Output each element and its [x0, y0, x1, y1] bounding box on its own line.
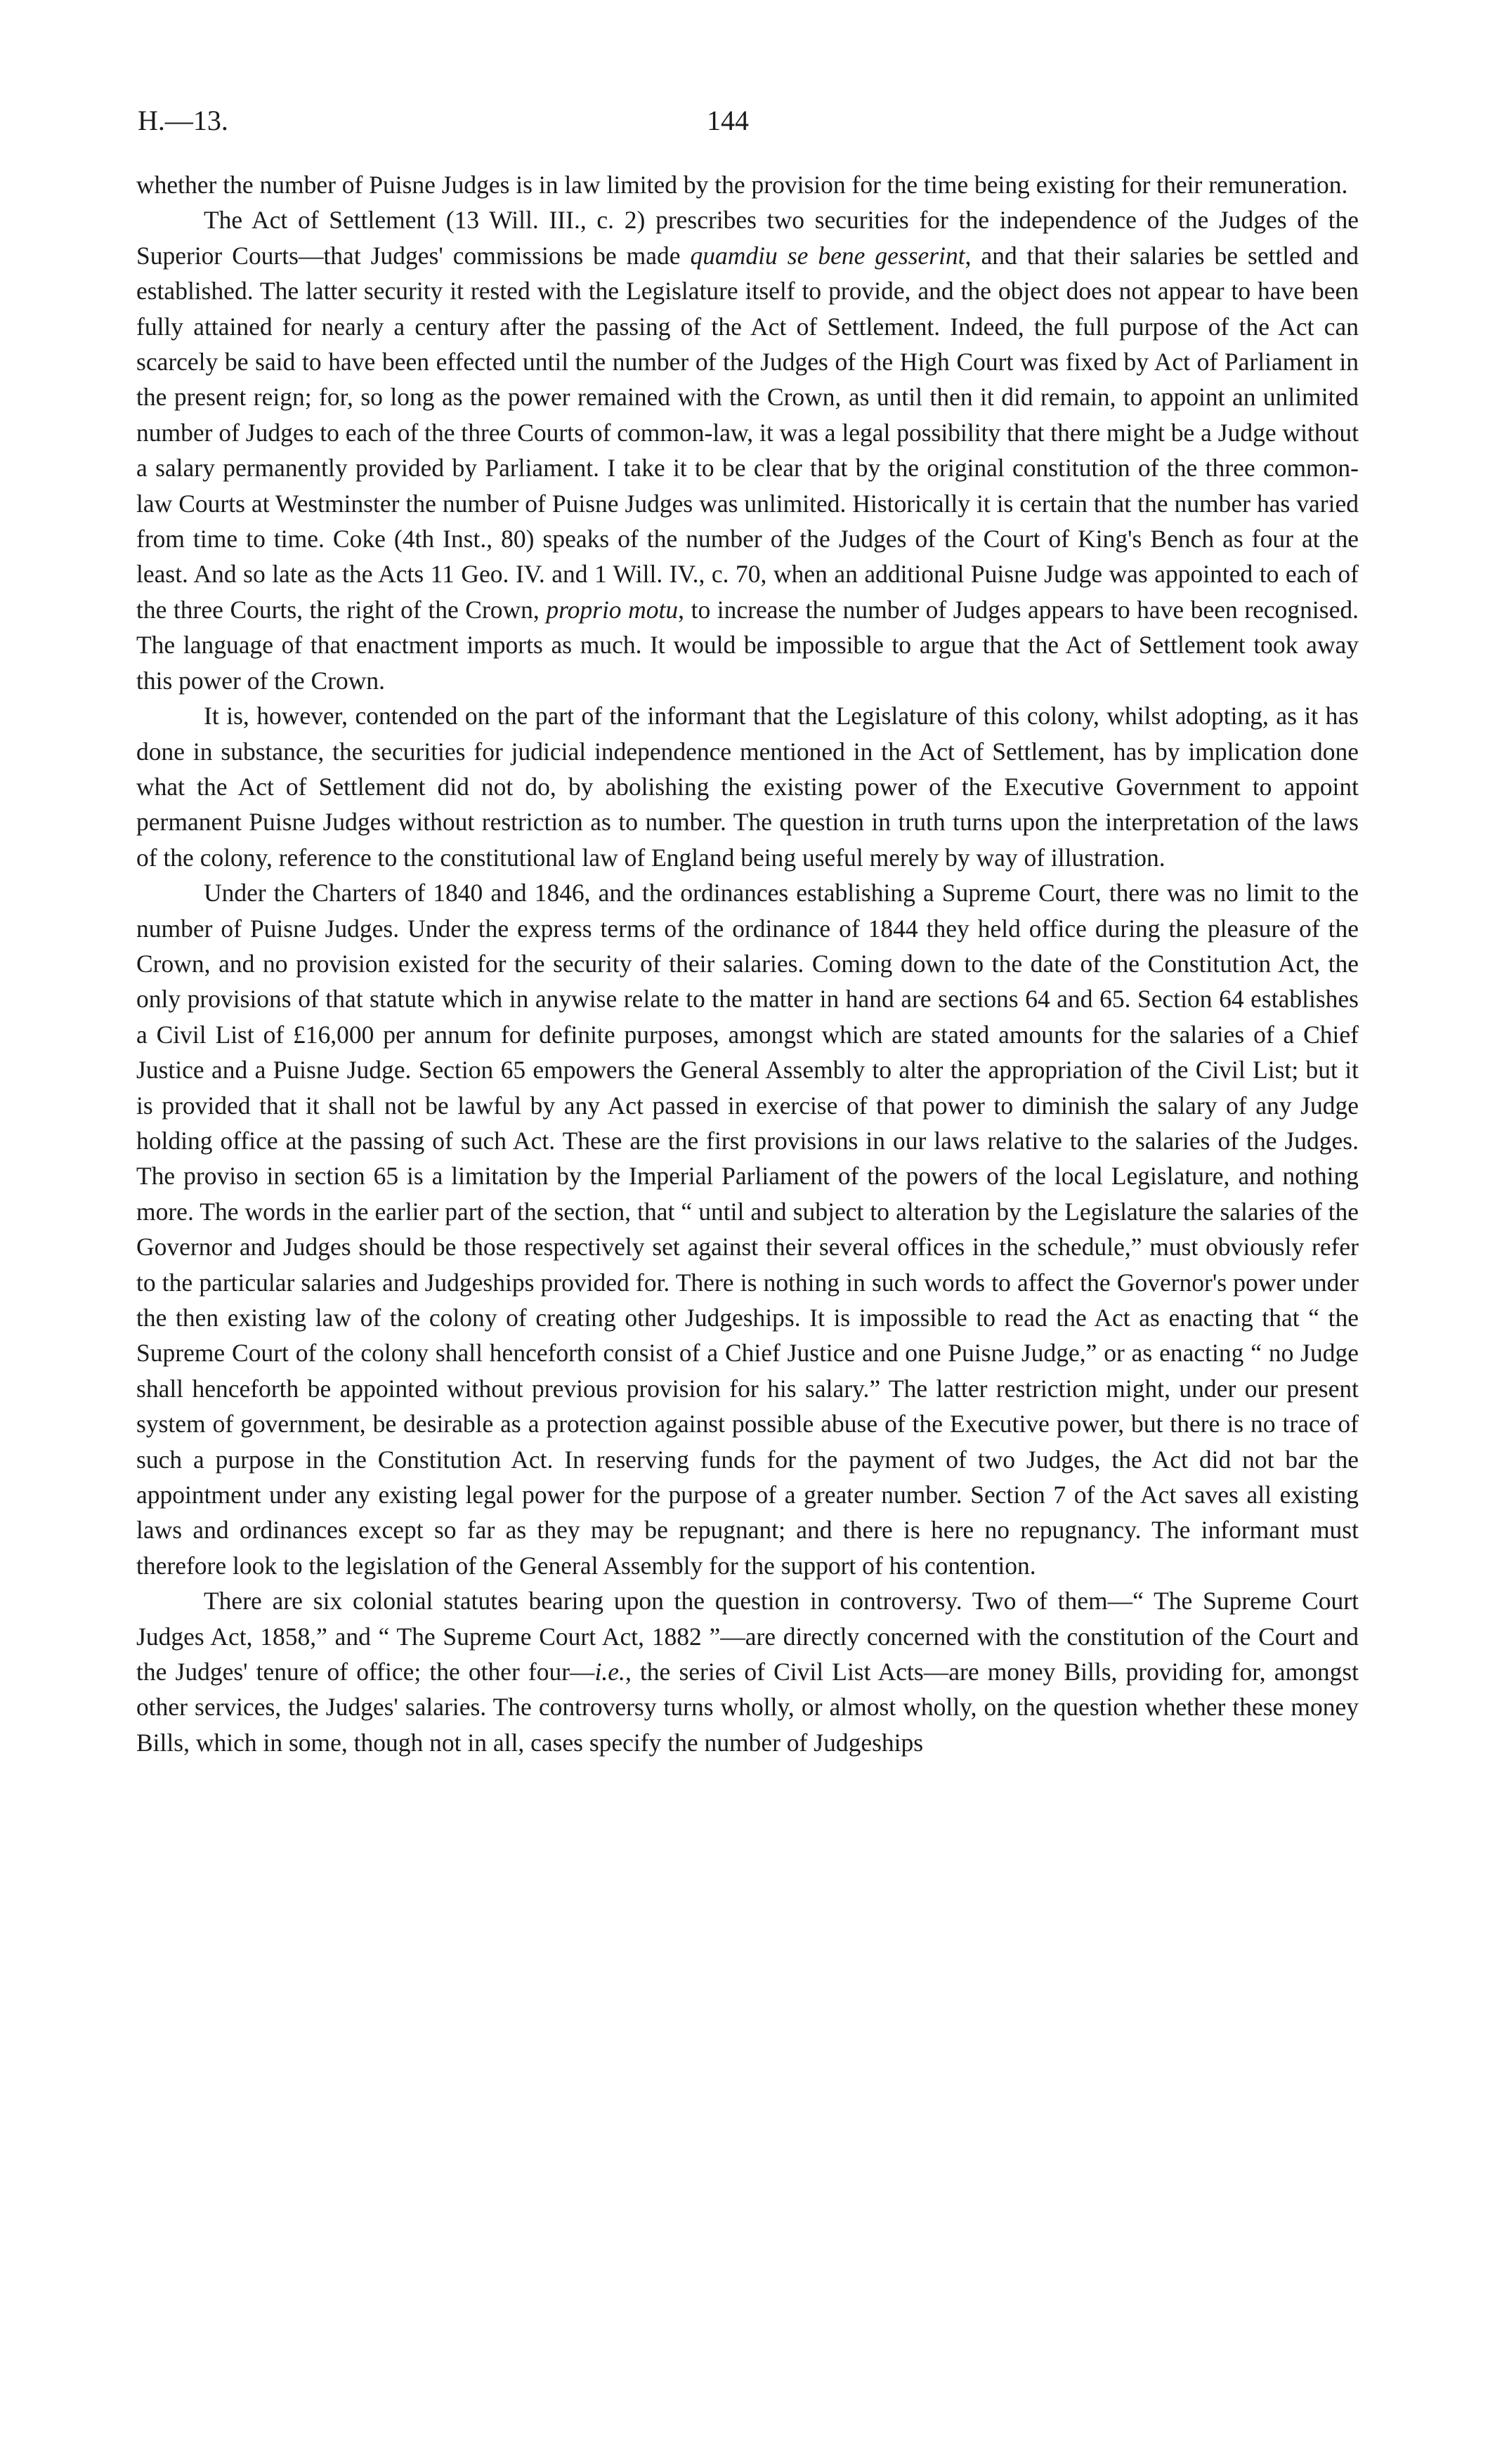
paragraph-text: There are six colonial statutes bearing upon the question in controversy. Two of them—“ The Supreme Court Judges Act, 1858,” and “ The Supreme Court Act, 1882 ”—are directly concerned with the constitution of the Court and the Judges' tenure of office; the other four—	[136, 1587, 1359, 1686]
italic-text: quamdiu se bene gesserint	[690, 241, 965, 270]
body-paragraph	[136, 875, 1359, 1583]
paragraph-text: Under the Charters of 1840 and 1846, and the ordinances establishing a Supreme Court, there was no limit to the number of Puisne Judges. Under the express terms of the ordinance of 1844 they held office during the pleasure of the Crown, and no provision existed for the security of their salaries. Coming down to the date of the Constitution Act, the only provisions of that statute which in anywise relate to the matter in hand are sections 64 and 65. Section 64 establishes a Civil List of £16,000 per annum for definite purposes, amongst which are stated amounts for the salaries of a Chief Justice and a Puisne Judge. Section 65 empowers the General Assembly to alter the appropriation of the Civil List; but it is provided that it shall not be lawful by any Act passed in exercise of that power to diminish the salary of any Judge holding office at the passing of such Act. These are the first provisions in our laws relative to the salaries of the Judges. The proviso in section 65 is a limitation by the Imperial Parliament of the powers of the local Legislature, and nothing more. The words in the earlier part of the section, that “ until and subject to alteration by the Legislature the salaries of the Governor and Judges should be those respectively set against their several offices in the schedule,” must obviously refer to the particular salaries and Judgeships provided for. There is nothing in such words to affect the Governor's power under the then existing law of the colony of creating other Judgeships. It is impossible to read the Act as enacting that “ the Supreme Court of the colony shall henceforth consist of a Chief Justice and one Puisne Judge,” or as enacting “ no Judge shall henceforth be appointed without previous provision for his salary.” The latter restriction might, under our present system of government, be desirable as a protection against possible abuse of the Executive power, but there is no trace of such a purpose in the Constitution Act. In reserving funds for the payment of two Judges, the Act did not bar the appointment under any existing legal power for the purpose of a greater number. Section 7 of the Act saves all existing laws and ordinances except so far as they may be repugnant; and there is here no repugnancy. The informant must therefore look to the legislation of the General Assembly for the support of his contention.	[136, 879, 1359, 1580]
page-header	[138, 104, 1360, 146]
document-body	[136, 167, 1359, 1760]
paragraph-text: whether the number of Puisne Judges is in law limited by the provision for the time being existing for their remuneration.	[136, 171, 1348, 199]
paragraph-text: , the series of Civil List Acts—are money Bills, providing for, amongst other services, the Judges' salaries. The controversy turns wholly, or almost wholly, on the question whether these money Bills, which in some, though not in all, cases specify the number of Judgeships	[136, 1658, 1359, 1757]
body-paragraph	[136, 202, 1359, 698]
body-paragraph	[136, 698, 1359, 875]
body-paragraph	[136, 167, 1359, 202]
italic-text: proprio motu	[546, 595, 679, 624]
body-paragraph	[136, 1583, 1359, 1760]
italic-text: i.e.	[594, 1658, 625, 1686]
page-number: 144	[707, 105, 749, 136]
paragraph-text: , and that their salaries be settled and established. The latter security it rested with the Legislature itself to provide, and the object does not appear to have been fully attained for nearly a century after the passing of the Act of Settlement. Indeed, the full purpose of the Act can scarcely be said to have been effected until the number of the Judges of the High Court was fixed by Act of Parliament in the present reign; for, so long as the power remained with the Crown, as until then it did remain, to appoint an unlimited number of Judges to each of the three Courts of common-law, it was a legal possibility that there might be a Judge without a salary permanently provided by Parliament. I take it to be clear that by the original constitution of the three common-law Courts at Westminster the number of Puisne Judges was unlimited. Historically it is certain that the number has varied from time to time. Coke (4th Inst., 80) speaks of the number of the Judges of the Court of King's Bench as four at the least. And so late as the Acts 11 Geo. IV. and 1 Will. IV., c. 70, when an additional Puisne Judge was appointed to each of the three Courts, the right of the Crown,	[136, 241, 1359, 624]
paragraph-text: It is, however, contended on the part of the informant that the Legislature of this colony, whilst adopting, as it has done in substance, the securities for judicial independence mentioned in the Act of Settlement, has by implication done what the Act of Settlement did not do, by abolishing the existing power of the Executive Government to appoint permanent Puisne Judges without restriction as to number. The question in truth turns upon the interpretation of the laws of the colony, reference to the constitutional law of England being useful merely by way of illustration.	[136, 702, 1359, 872]
paragraph-text: , to increase the number of Judges appears to have been recognised. The language of that enactment imports as much. It would be impossible to argue that the Act of Settlement took away this power of the Crown.	[136, 595, 1359, 695]
document-reference: H.—13.	[138, 105, 228, 136]
paragraph-text: The Act of Settlement (13 Will. III., c. 2) prescribes two securities for the independence of the Judges of the Superior Courts—that Judges' commissions be made	[136, 206, 1359, 270]
